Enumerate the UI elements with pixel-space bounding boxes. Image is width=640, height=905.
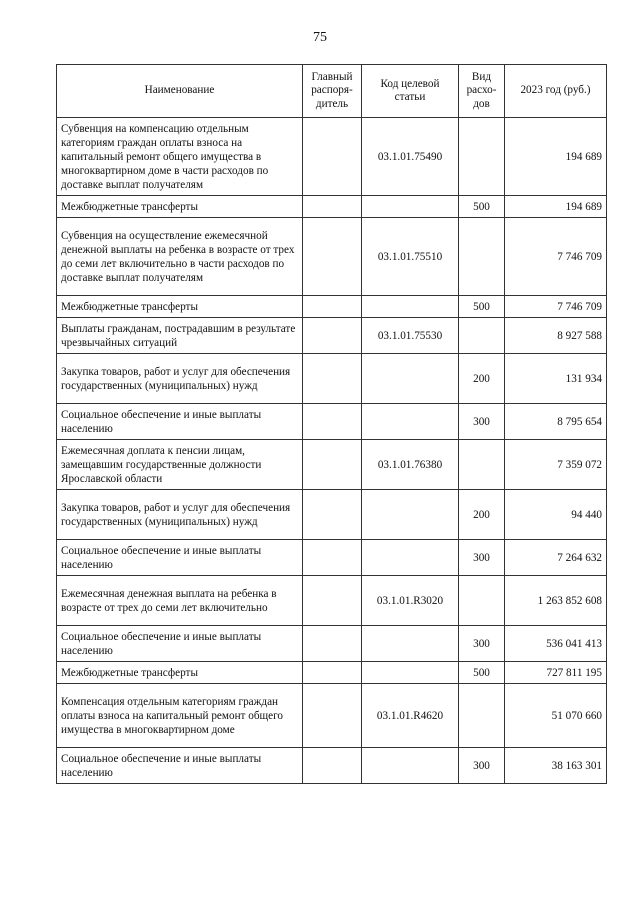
table-row [57, 684, 607, 748]
row-kind: 500 [459, 296, 505, 318]
table-row [57, 404, 607, 440]
row-manager [303, 662, 362, 684]
row-manager [303, 118, 362, 196]
row-manager [303, 440, 362, 490]
table-row [57, 196, 607, 218]
row-name: Ежемесячная денежная выплата на ребенка в возрасте от трех до семи лет включительно [57, 576, 303, 626]
table-row [57, 218, 607, 296]
row-code [362, 748, 459, 784]
row-code [362, 540, 459, 576]
row-amount: 1 263 852 608 [505, 576, 607, 626]
row-manager [303, 354, 362, 404]
table-row [57, 540, 607, 576]
row-manager [303, 576, 362, 626]
row-code: 03.1.01.75490 [362, 118, 459, 196]
row-name: Социальное обеспечение и иные выплаты населению [57, 404, 303, 440]
table-row [57, 318, 607, 354]
row-manager [303, 748, 362, 784]
row-name: Компенсация отдельным категориям граждан оплаты взноса на капитальный ремонт общего имущества в многоквартирном доме [57, 684, 303, 748]
row-kind: 500 [459, 196, 505, 218]
row-kind: 200 [459, 354, 505, 404]
row-name: Межбюджетные трансферты [57, 196, 303, 218]
row-amount: 194 689 [505, 196, 607, 218]
row-kind: 300 [459, 540, 505, 576]
page-number: 75 [313, 30, 327, 45]
row-code [362, 404, 459, 440]
table-row [57, 354, 607, 404]
budget-table [56, 64, 607, 784]
header-manager: Главный распоря-дитель [303, 65, 362, 118]
table-row [57, 748, 607, 784]
row-name: Ежемесячная доплата к пенсии лицам, замещавшим государственные должности Ярославской области [57, 440, 303, 490]
row-amount: 8 795 654 [505, 404, 607, 440]
row-code: 03.1.01.76380 [362, 440, 459, 490]
row-kind [459, 576, 505, 626]
row-kind: 500 [459, 662, 505, 684]
header-kind: Вид расхо-дов [459, 65, 505, 118]
row-amount: 7 359 072 [505, 440, 607, 490]
row-name: Закупка товаров, работ и услуг для обеспечения государственных (муниципальных) нужд [57, 490, 303, 540]
row-amount: 727 811 195 [505, 662, 607, 684]
row-amount: 38 163 301 [505, 748, 607, 784]
row-name: Социальное обеспечение и иные выплаты населению [57, 748, 303, 784]
row-amount: 8 927 588 [505, 318, 607, 354]
row-code: 03.1.01.75530 [362, 318, 459, 354]
row-kind [459, 440, 505, 490]
row-manager [303, 626, 362, 662]
row-kind: 200 [459, 490, 505, 540]
row-kind: 300 [459, 626, 505, 662]
row-name: Межбюджетные трансферты [57, 662, 303, 684]
header-amount: 2023 год (руб.) [505, 65, 607, 118]
row-amount: 7 264 632 [505, 540, 607, 576]
row-amount: 536 041 413 [505, 626, 607, 662]
table-row [57, 626, 607, 662]
row-code [362, 490, 459, 540]
row-name: Закупка товаров, работ и услуг для обеспечения государственных (муниципальных) нужд [57, 354, 303, 404]
row-kind [459, 118, 505, 196]
row-name: Субвенция на компенсацию отдельным категориям граждан оплаты взноса на капитальный ремонт общего имущества в многоквартирном доме в части расходов по доставке выплат получателям [57, 118, 303, 196]
row-code [362, 626, 459, 662]
row-manager [303, 318, 362, 354]
row-amount: 7 746 709 [505, 218, 607, 296]
row-name: Социальное обеспечение и иные выплаты населению [57, 540, 303, 576]
row-kind: 300 [459, 748, 505, 784]
row-name: Субвенция на осуществление ежемесячной денежной выплаты на ребенка в возрасте от трех до семи лет включительно в части расходов по доставке выплат получателям [57, 218, 303, 296]
table-row [57, 118, 607, 196]
row-kind [459, 684, 505, 748]
row-kind [459, 318, 505, 354]
row-code [362, 354, 459, 404]
row-code [362, 296, 459, 318]
row-amount: 51 070 660 [505, 684, 607, 748]
header-code: Код целевой статьи [362, 65, 459, 118]
table-row [57, 662, 607, 684]
header-name: Наименование [57, 65, 303, 118]
row-code [362, 196, 459, 218]
row-amount: 94 440 [505, 490, 607, 540]
row-manager [303, 490, 362, 540]
table-row [57, 440, 607, 490]
row-amount: 131 934 [505, 354, 607, 404]
row-manager [303, 196, 362, 218]
row-kind: 300 [459, 404, 505, 440]
row-code: 03.1.01.R3020 [362, 576, 459, 626]
row-name: Межбюджетные трансферты [57, 296, 303, 318]
row-code: 03.1.01.75510 [362, 218, 459, 296]
row-manager [303, 684, 362, 748]
row-name: Выплаты гражданам, пострадавшим в результате чрезвычайных ситуаций [57, 318, 303, 354]
row-name: Социальное обеспечение и иные выплаты населению [57, 626, 303, 662]
row-amount: 7 746 709 [505, 296, 607, 318]
table-header-row [57, 65, 607, 118]
row-amount: 194 689 [505, 118, 607, 196]
row-code [362, 662, 459, 684]
row-manager [303, 296, 362, 318]
row-code: 03.1.01.R4620 [362, 684, 459, 748]
row-manager [303, 218, 362, 296]
row-manager [303, 404, 362, 440]
table-row [57, 296, 607, 318]
table-row [57, 490, 607, 540]
row-kind [459, 218, 505, 296]
row-manager [303, 540, 362, 576]
table-row [57, 576, 607, 626]
